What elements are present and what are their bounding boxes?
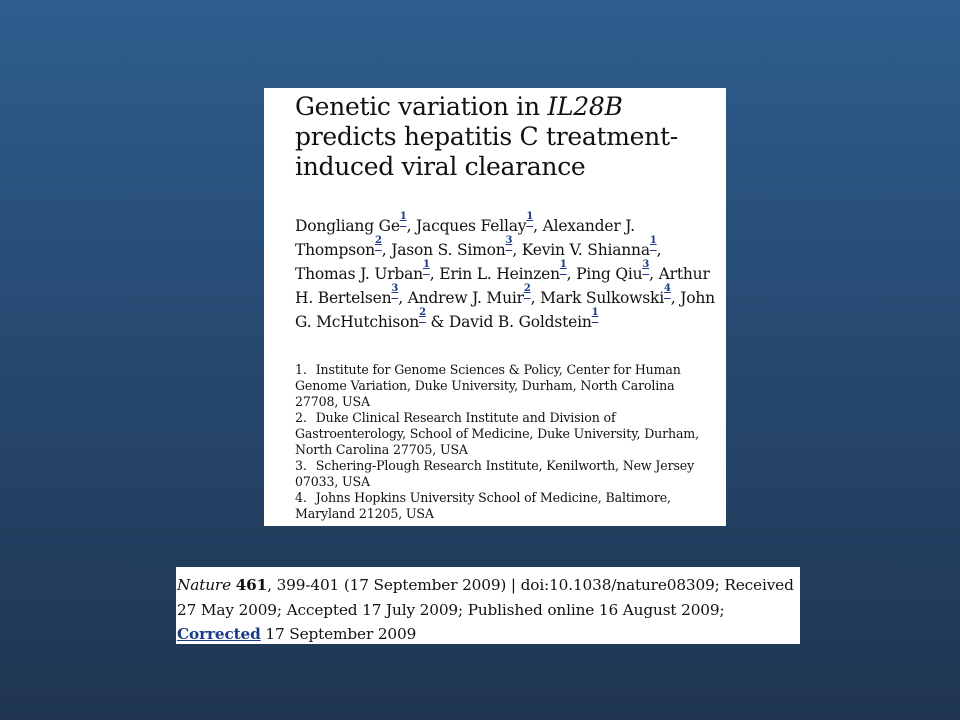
affiliation-ref-link[interactable]: 2 [523,283,531,294]
author-name: Ping Qiu [576,265,643,283]
title-post: predicts hepatitis C treatment-induced viral clearance [295,122,678,181]
affiliation-ref-link[interactable]: 2 [419,307,426,318]
author-name: Thomas J. Urban [295,265,423,283]
article-card [264,88,726,526]
title-gene: IL28B [547,92,623,121]
affiliation-ref-link[interactable]: 2 [374,235,382,246]
affiliation-ref-link[interactable]: 3 [391,283,399,294]
author-name: Andrew J. Muir [407,289,524,307]
affiliation-item [295,490,716,522]
citation-text [177,573,796,647]
author-name: Mark Sulkowski [540,289,664,307]
affiliation-ref-link[interactable]: 1 [399,211,407,222]
author-separator: , [398,289,408,307]
affiliation-item [295,362,716,410]
affiliation-item [295,410,716,458]
affiliation-text: Johns Hopkins University School of Medicine, Baltimore, Maryland 21205, USA [295,490,671,521]
affiliation-list [295,362,716,522]
author-separator: , [429,265,440,283]
affiliation-number: 2. [295,410,307,425]
affiliation-ref-link[interactable]: 1 [559,259,567,270]
author-separator: , [670,289,681,307]
affiliation-item [295,458,716,490]
author-name: John G. McHutchison [295,289,715,331]
article-title [295,92,716,182]
citation-details: , 399-401 (17 September 2009) | doi:10.1038/nature08309; Received 27 May 2009; Accepted 17 July 2009; Published online 16 August 2009; [177,576,794,619]
author-name: Erin L. Heinzen [439,265,560,283]
author-name: Jason S. Simon [391,241,506,259]
affiliation-ref-link[interactable]: 1 [526,211,534,222]
affiliation-ref-link[interactable]: 3 [505,235,513,246]
author-separator: , [406,217,417,235]
author-name: Arthur H. Bertelsen [295,265,710,307]
affiliation-number: 4. [295,490,307,505]
author-name: Dongliang Ge [295,217,400,235]
affiliation-number: 1. [295,362,307,377]
author-separator: , [530,289,541,307]
affiliation-ref-link[interactable]: 1 [422,259,430,270]
affiliation-ref-link[interactable]: 3 [642,259,650,270]
author-separator: & [425,313,449,331]
affiliation-ref-link[interactable]: 1 [591,307,599,318]
author-separator: , [649,265,659,283]
author-name: Kevin V. Shianna [521,241,650,259]
author-separator: , [512,241,522,259]
corrected-link[interactable]: Corrected [177,625,261,643]
author-separator: , [656,241,662,259]
affiliation-text: Duke Clinical Research Institute and Division of Gastroenterology, School of Medicine, Duke University, Durham, North Carolina 27705, USA [295,410,699,457]
journal-name: Nature [177,576,231,594]
author-separator: , [381,241,392,259]
journal-volume: 461 [235,576,268,594]
citation-card [176,567,800,644]
title-pre: Genetic variation in [295,92,548,121]
author-name: David B. Goldstein [448,313,592,331]
affiliation-text: Schering-Plough Research Institute, Kenilworth, New Jersey 07033, USA [295,458,695,489]
affiliation-ref-link[interactable]: 4 [663,283,671,294]
author-name: Alexander J. Thompson [295,217,635,259]
author-separator: , [533,217,543,235]
affiliation-text: Institute for Genome Sciences & Policy, Center for Human Genome Variation, Duke University, Durham, North Carolina 27708, USA [295,362,681,409]
author-name: Jacques Fellay [416,217,527,235]
corrected-date: 17 September 2009 [260,625,417,643]
affiliation-number: 3. [295,458,307,473]
author-separator: , [566,265,577,283]
affiliation-ref-link[interactable]: 1 [649,235,657,246]
author-list [295,211,716,334]
